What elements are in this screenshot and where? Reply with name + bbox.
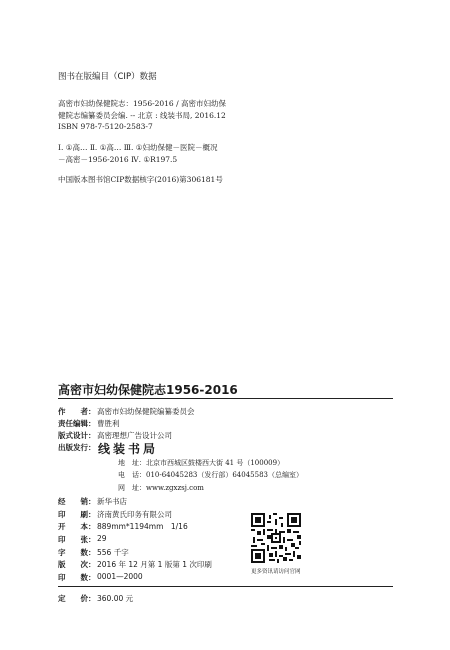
cip-number: 中国版本图书馆CIP数据核字(2016)第306181号 xyxy=(58,175,223,184)
price-label: 定 价： xyxy=(58,594,96,603)
cip-title: 图书在版编目（CIP）数据 xyxy=(58,72,157,82)
spec-label: 经 销： xyxy=(58,497,96,506)
cip-line: 高密市妇幼保健院志：1956-2016 / 高密市妇幼保 xyxy=(58,99,227,108)
spec-value: 2016 年 12 月第 1 版第 1 次印刷 xyxy=(97,560,212,569)
spec-label: 字 数： xyxy=(58,548,96,557)
spec-label: 版 次： xyxy=(58,560,96,569)
spec-label: 开 本： xyxy=(58,522,96,531)
spec-label: 印 刷： xyxy=(58,510,96,519)
spec-label: 印 数： xyxy=(58,573,96,582)
title-rule xyxy=(58,398,393,399)
spec-value: 济南黄氏印务有限公司 xyxy=(97,510,172,519)
credit-label: 责任编辑： xyxy=(58,419,96,428)
credit-value: 曹胜利 xyxy=(97,419,120,428)
spec-value: 0001—2000 xyxy=(97,572,143,581)
publisher-website: 网 址：www.zgxzsj.com xyxy=(118,484,204,492)
publisher-logo: 线装书局 xyxy=(98,442,159,456)
qr-code-icon xyxy=(251,513,301,563)
price-rule xyxy=(58,586,393,587)
spec-value: 新华书店 xyxy=(97,497,127,506)
spec-value: 556 千字 xyxy=(97,548,129,557)
credit-value: 高密市妇幼保健院编纂委员会 xyxy=(97,407,195,416)
book-title: 高密市妇幼保健院志1956-2016 xyxy=(58,383,238,397)
cip-isbn: ISBN 978-7-5120-2583-7 xyxy=(58,122,153,131)
publisher-address: 地 址：北京市西城区鼓楼西大街 41 号（100009） xyxy=(118,459,285,467)
credit-label: 出版发行： xyxy=(58,443,96,452)
cip-line: 健院志编纂委员会编. -- 北京 : 线装书局, 2016.12 xyxy=(58,111,226,120)
qr-caption: 更多资讯请访问官网 xyxy=(251,569,301,575)
price-value: 360.00 元 xyxy=(97,594,134,603)
publisher-phone: 电 话：010-64045283（发行部）64045583（总编室） xyxy=(118,471,303,479)
cip-line: －高密－1956-2016 Ⅳ. ①R197.5 xyxy=(58,155,178,164)
spec-label: 印 张： xyxy=(58,535,96,544)
spec-value: 889mm*1194mm 1/16 xyxy=(97,522,188,531)
credit-label: 版式设计： xyxy=(58,431,96,440)
credit-label: 作 者： xyxy=(58,407,96,416)
cip-line: Ⅰ. ①高… Ⅱ. ①高… Ⅲ. ①妇幼保健－医院－概况 xyxy=(58,143,218,152)
credit-value: 高密理想广告设计公司 xyxy=(97,431,172,440)
spec-value: 29 xyxy=(97,534,107,543)
